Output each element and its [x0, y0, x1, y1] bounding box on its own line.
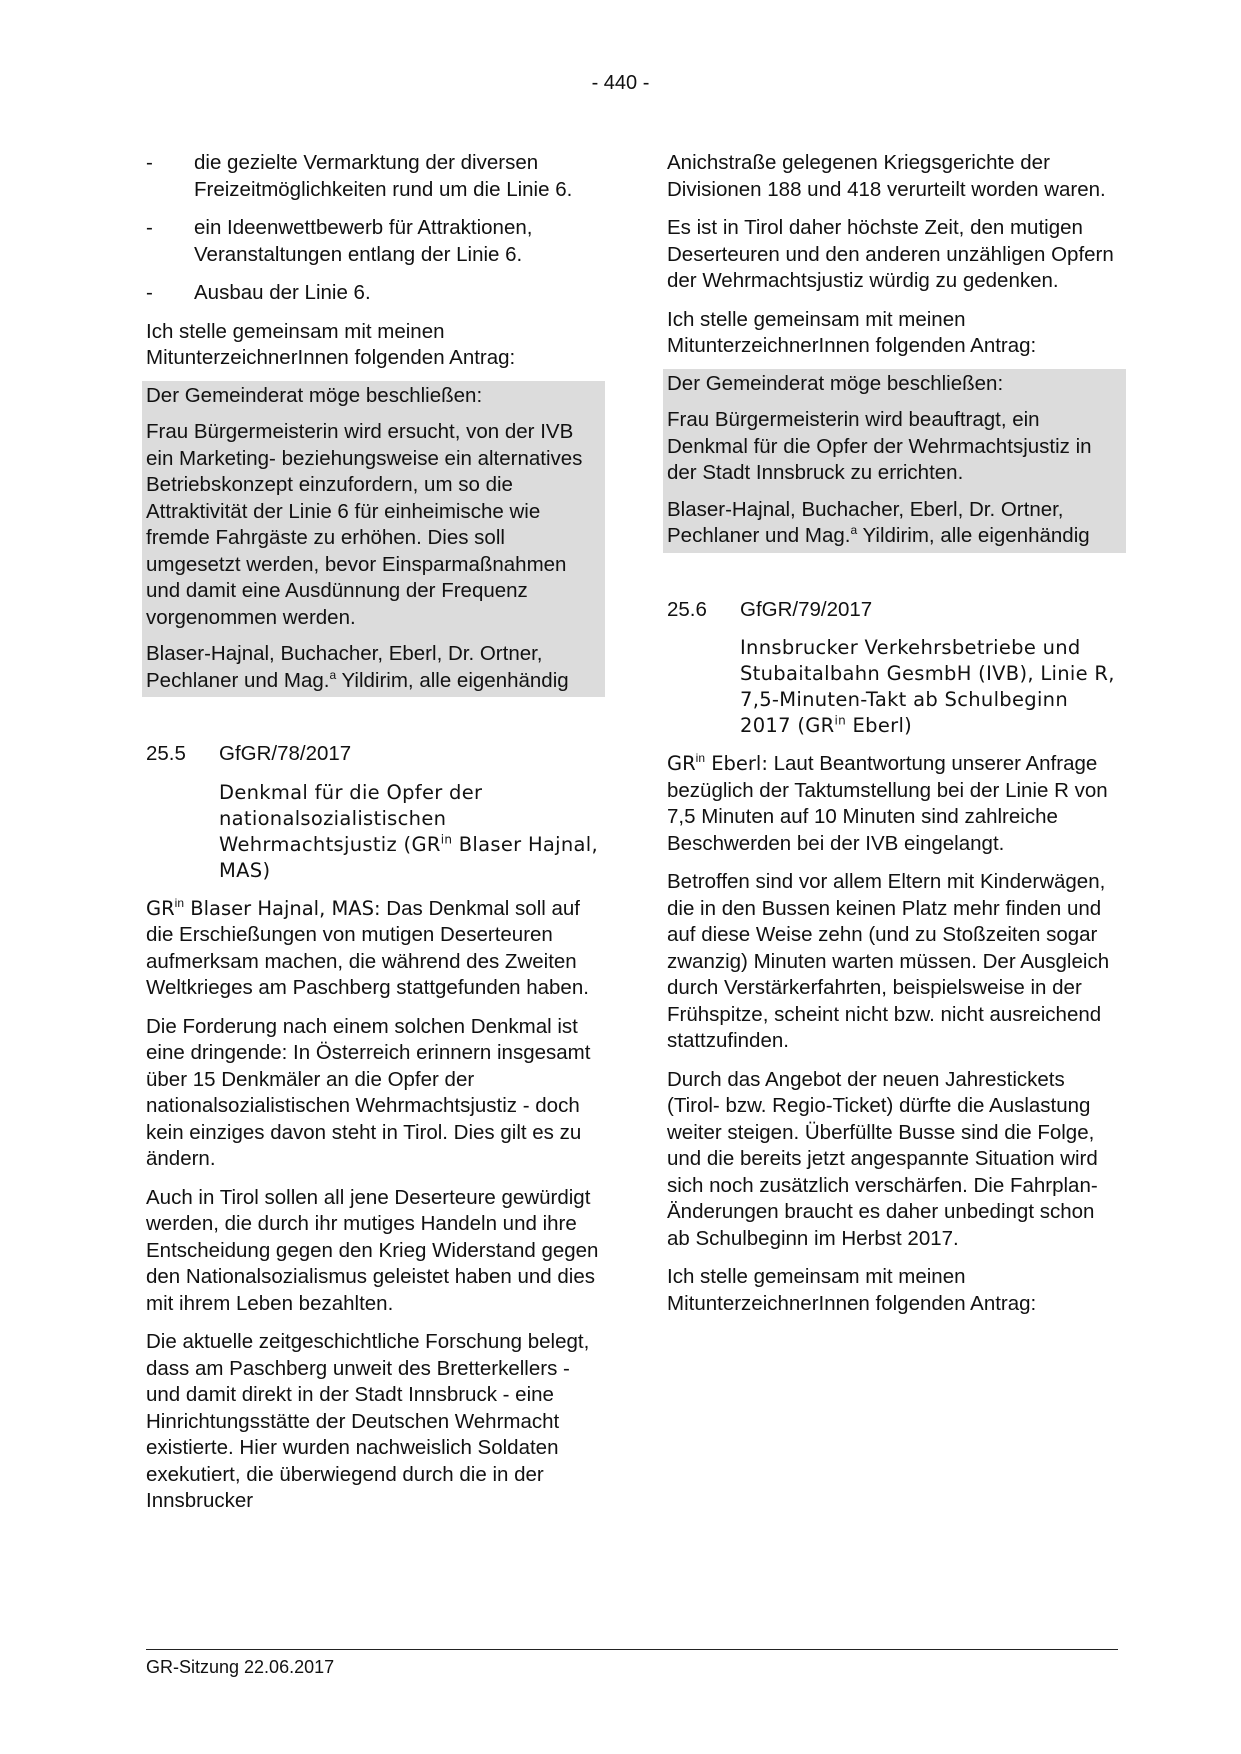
speaker-paragraph: $GR^{in}$ Blaser Hajnal, MAS: Das Denkmal soll auf die Erschießungen von mutigen Deserteuren aufmerksam machen, die während des Zweiten Weltkrieges am Paschberg stattgefunden haben. — [146, 895, 589, 999]
motion-heading: Der Gemeinderat möge beschließen: — [667, 371, 1004, 395]
list-item — [146, 150, 601, 203]
paragraph: Durch das Angebot der neuen Jahrestickets (Tirol- bzw. Regio-Ticket) dürfte die Auslastung weiter steigen. Überfüllte Busse sind die Folge, und die bereits jetzt angespannte Situation wird sich noch zusätzlich verschärfen. Die Fahrplan-Änderungen braucht es daher unbedingt schon ab Schulbeginn im Herbst 2017. — [667, 1067, 1098, 1250]
motion-box — [142, 381, 605, 698]
list-dash: - — [146, 216, 153, 239]
motion-intro: Ich stelle gemeinsam mit meinen MitunterzeichnerInnen folgenden Antrag: — [667, 307, 1037, 357]
section-title: Denkmal für die Opfer der nationalsozialistischen Wehrmachtsjustiz ($GR^{in}$ Blaser Hajnal, MAS) — [219, 780, 599, 882]
left-column — [146, 150, 601, 1515]
section-ref: GfGR/79/2017 — [740, 597, 873, 621]
motion-signers: Blaser-Hajnal, Buchacher, Eberl, Dr. Ortner, Pechlaner und Mag.$^a$ Yildirim, alle eigenhändig — [146, 642, 569, 692]
section-number: 25.5 — [146, 742, 186, 765]
speaker-paragraph: $GR^{in}$ Eberl: Laut Beantwortung unserer Anfrage bezüglich der Taktumstellung bei der Linie R von 7,5 Minuten auf 10 Minuten sind zahlreiche Beschwerden bei der IVB eingelangt. — [667, 751, 1108, 855]
paragraph: Anichstraße gelegenen Kriegsgerichte der Divisionen 188 und 418 verurteilt worden waren. — [667, 151, 1106, 201]
footer-divider — [146, 1649, 1118, 1650]
section-number: 25.6 — [667, 597, 707, 621]
motion-intro: Ich stelle gemeinsam mit meinen MitunterzeichnerInnen folgenden Antrag: — [667, 1265, 1037, 1315]
list-dash: - — [146, 281, 153, 304]
paragraph: Auch in Tirol sollen all jene Deserteure gewürdigt werden, die durch ihr mutiges Handeln und ihre Entscheidung gegen den Krieg Widerstand gegen den Nationalsozialismus geleistet haben und dies mit ihrem Leben bezahlten. — [146, 1185, 599, 1315]
list-dash: - — [146, 151, 153, 174]
list-item — [146, 280, 601, 307]
section-header — [667, 597, 1122, 624]
list-item — [146, 215, 601, 268]
section-title: Innsbrucker Verkehrsbetriebe und Stubaitalbahn GesmbH (IVB), Linie R, 7,5-Minuten-Takt ab Schulbeginn 2017 ($GR^{in}$ Eberl) — [740, 636, 1115, 737]
paragraph: Die aktuelle zeitgeschichtliche Forschung belegt, dass am Paschberg unweit des Bretterkellers - und damit direkt in der Stadt Innsbruck - eine Hinrichtungsstätte der Deutschen Wehrmacht existierte. Hier wurden nachweislich Soldaten exekutiert, die überwiegend durch die in der Innsbrucker — [146, 1330, 590, 1512]
motion-heading: Der Gemeinderat möge beschließen: — [146, 383, 483, 407]
motion-signers: Blaser-Hajnal, Buchacher, Eberl, Dr. Ortner, Pechlaner und Mag.$^a$ Yildirim, alle eigenhändig — [667, 497, 1090, 547]
list-item-text: Ausbau der Linie 6. — [194, 281, 371, 304]
motion-box — [663, 369, 1126, 553]
motion-intro: Ich stelle gemeinsam mit meinen MitunterzeichnerInnen folgenden Antrag: — [146, 319, 516, 369]
motion-body: Frau Bürgermeisterin wird ersucht, von der IVB ein Marketing- beziehungsweise ein alternatives Betriebskonzept einzufordern, um so die Attraktivität der Linie 6 für einheimische wie fremde Fahrgäste zu erhöhen. Dies soll umgesetzt werden, bevor Einsparmaßnahmen und damit eine Ausdünnung der Frequenz vorgenommen werden. — [146, 420, 583, 629]
paragraph: Betroffen sind vor allem Eltern mit Kinderwägen, die in den Bussen keinen Platz mehr finden und auf diese Weise zehn (und zu Stoßzeiten sogar zwanzig) Minuten warten müssen. Der Ausgleich durch Verstärkerfahrten, beispielsweise in der Frühspitze, scheint nicht bzw. nicht ausreichend stattzufinden. — [667, 870, 1110, 1052]
paragraph: Die Forderung nach einem solchen Denkmal ist eine dringende: In Österreich erinnern insgesamt über 15 Denkmäler an die Opfer der nationalsozialistischen Wehrmachtsjustiz - doch kein einziges davon steht in Tirol. Dies gilt es zu ändern. — [146, 1014, 591, 1170]
list-item-text: die gezielte Vermarktung der diversen Freizeitmöglichkeiten rund um die Linie 6. — [194, 151, 573, 201]
list-item-text: ein Ideenwettbewerb für Attraktionen, Veranstaltungen entlang der Linie 6. — [194, 216, 533, 266]
section-header — [146, 741, 601, 768]
page-number: - 440 - — [591, 72, 650, 94]
section-ref: GfGR/78/2017 — [219, 742, 352, 765]
footer-text: GR-Sitzung 22.06.2017 — [146, 1657, 335, 1677]
motion-body: Frau Bürgermeisterin wird beauftragt, ein Denkmal für die Opfer der Wehrmachtsjustiz in der Stadt Innsbruck zu errichten. — [667, 408, 1092, 484]
right-column — [667, 150, 1122, 1317]
paragraph: Es ist in Tirol daher höchste Zeit, den mutigen Deserteuren und den anderen unzähligen Opfern der Wehrmachtsjustiz würdig zu gedenken. — [667, 216, 1114, 292]
